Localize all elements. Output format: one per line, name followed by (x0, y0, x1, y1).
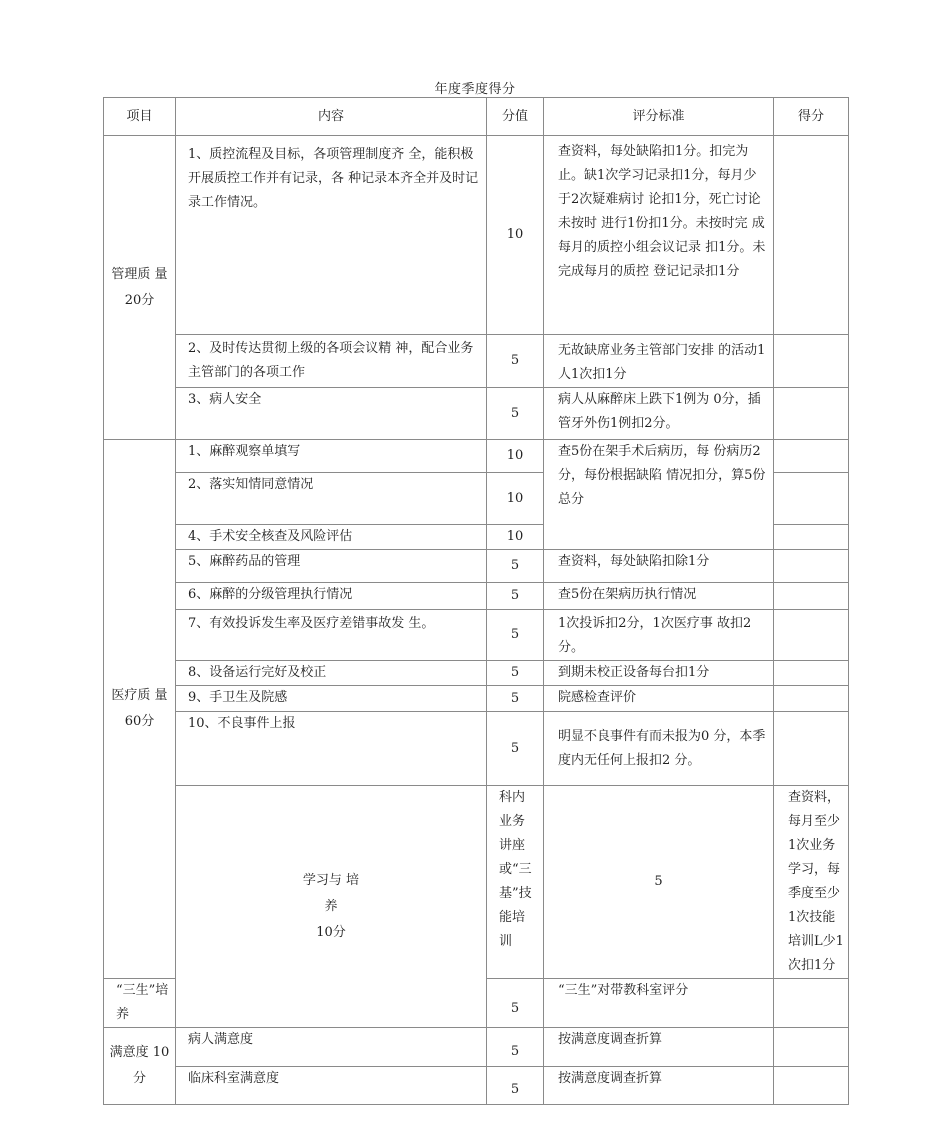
table-row (104, 136, 849, 335)
value-cell: 5 (487, 550, 544, 583)
table-row (104, 335, 849, 388)
value-cell: 5 (487, 1067, 544, 1105)
score-cell[interactable] (774, 1067, 849, 1105)
table-row (104, 583, 849, 610)
header-score: 得分 (774, 98, 849, 136)
content-cell: 病人满意度 (176, 1028, 487, 1067)
table-header-row (104, 98, 849, 136)
table-row (104, 686, 849, 712)
score-cell[interactable] (774, 583, 849, 610)
value-cell: 5 (487, 661, 544, 686)
score-cell[interactable] (774, 550, 849, 583)
score-cell[interactable] (774, 388, 849, 440)
score-cell[interactable] (774, 525, 849, 550)
scoring-table (103, 97, 849, 1105)
value-cell: 5 (487, 583, 544, 610)
header-criteria: 评分标准 (544, 98, 774, 136)
score-cell[interactable] (774, 440, 849, 473)
score-cell[interactable] (774, 136, 849, 335)
table-row (104, 786, 849, 979)
content-cell: 1、质控流程及目标，各项管理制度齐 全，能积极开展质控工作并有记录，各 种记录本齐全并及时记录工作情况。 (176, 136, 487, 335)
category-satisfaction (104, 1028, 176, 1105)
value-cell: 5 (487, 1028, 544, 1067)
category-training (176, 786, 487, 1028)
category-points: 60分 (124, 714, 155, 729)
criteria-cell: 查资料，每月至少1次业务 学习，每季度至少1次技能 培训L少1次扣1分 (774, 786, 849, 979)
value-cell: 5 (487, 979, 544, 1028)
category-label: 管理质 量 (111, 266, 168, 282)
score-cell[interactable] (774, 335, 849, 388)
document-title: 年度季度得分 (434, 82, 516, 97)
value-cell: 5 (487, 388, 544, 440)
table-row (104, 550, 849, 583)
header-value: 分值 (487, 98, 544, 136)
table-row (104, 661, 849, 686)
header-project: 项目 (104, 98, 176, 136)
criteria-cell: 无故缺席业务主管部门安排 的活动1人1次扣1分 (544, 335, 774, 388)
value-cell: 5 (544, 786, 774, 979)
score-cell[interactable] (774, 661, 849, 686)
table-row (104, 712, 849, 786)
criteria-cell: 病人从麻醉床上跌下1例为 0分，插管牙外伤1例扣2分。 (544, 388, 774, 440)
content-cell: 10、不良事件上报 (176, 712, 487, 786)
criteria-cell: 明显不良事件有而未报为0 分，本季度内无任何上报扣2 分。 (544, 712, 774, 786)
score-cell[interactable] (774, 473, 849, 525)
content-cell: “三生”培养 (104, 979, 176, 1028)
category-label: 医疗质 量 (111, 688, 168, 703)
content-cell: 8、设备运行完好及校正 (176, 661, 487, 686)
criteria-cell: 院感检查评价 (544, 686, 774, 712)
score-cell[interactable] (774, 1028, 849, 1067)
criteria-cell: 到期未校正设备每台扣1分 (544, 661, 774, 686)
value-cell: 5 (487, 335, 544, 388)
header-content: 内容 (176, 98, 487, 136)
content-cell: 1、麻醉观察单填写 (176, 440, 487, 473)
criteria-cell: 1次投诉扣2分，1次医疗事 故扣2分。 (544, 610, 774, 661)
criteria-cell: 查5份在架手术后病历，每 份病历2分，每份根据缺陷 情况扣分，算5份总分 (544, 440, 774, 550)
criteria-cell: 查资料，每处缺陷扣1分。扣完为止。缺1次学习记录扣1分，每月少于2次疑难病讨 论扣1分，死亡讨论未按时 进行1份扣1分。未按时完 成每月的质控小组会议记录 扣1分。未完成每月的质控 登记记录扣1分 (544, 136, 774, 335)
content-cell: 6、麻醉的分级管理执行情况 (176, 583, 487, 610)
score-cell[interactable] (774, 686, 849, 712)
category-label: 满意度 10 (109, 1045, 170, 1060)
content-cell: 科内业务讲座或“三基”技能培训 (487, 786, 544, 979)
score-cell[interactable] (774, 979, 849, 1028)
value-cell: 10 (487, 136, 544, 335)
score-cell[interactable] (774, 610, 849, 661)
content-cell: 9、手卫生及院感 (176, 686, 487, 712)
content-cell: 5、麻醉药品的管理 (176, 550, 487, 583)
content-cell: 7、有效投诉发生率及医疗差错事故发 生。 (176, 610, 487, 661)
criteria-cell: “三生”对带教科室评分 (544, 979, 774, 1028)
criteria-cell: 查资料，每处缺陷扣除1分 (544, 550, 774, 583)
value-cell: 10 (487, 440, 544, 473)
value-cell: 5 (487, 712, 544, 786)
category-label-cont: 养 (324, 898, 338, 914)
category-points: 分 (132, 1071, 146, 1086)
criteria-cell: 查5份在架病历执行情况 (544, 583, 774, 610)
category-points: 20分 (124, 292, 155, 308)
category-label: 学习与 培 (302, 872, 360, 888)
category-points: 10分 (316, 924, 346, 940)
table-row (104, 610, 849, 661)
table-row (104, 1028, 849, 1067)
criteria-cell: 按满意度调查折算 (544, 1028, 774, 1067)
score-cell[interactable] (774, 712, 849, 786)
category-management (104, 136, 176, 440)
content-cell: 4、手术安全核查及风险评估 (176, 525, 487, 550)
table-row (104, 1067, 849, 1105)
category-medical (104, 440, 176, 979)
content-cell: 2、及时传达贯彻上级的各项会议精 神，配合业务主管部门的各项工作 (176, 335, 487, 388)
value-cell: 10 (487, 525, 544, 550)
content-cell: 临床科室满意度 (176, 1067, 487, 1105)
content-cell: 3、病人安全 (176, 388, 487, 440)
table-row (104, 388, 849, 440)
content-cell: 2、落实知情同意情况 (176, 473, 487, 525)
value-cell: 5 (487, 686, 544, 712)
value-cell: 10 (487, 473, 544, 525)
criteria-cell: 按满意度调查折算 (544, 1067, 774, 1105)
table-row (104, 440, 849, 473)
value-cell: 5 (487, 610, 544, 661)
